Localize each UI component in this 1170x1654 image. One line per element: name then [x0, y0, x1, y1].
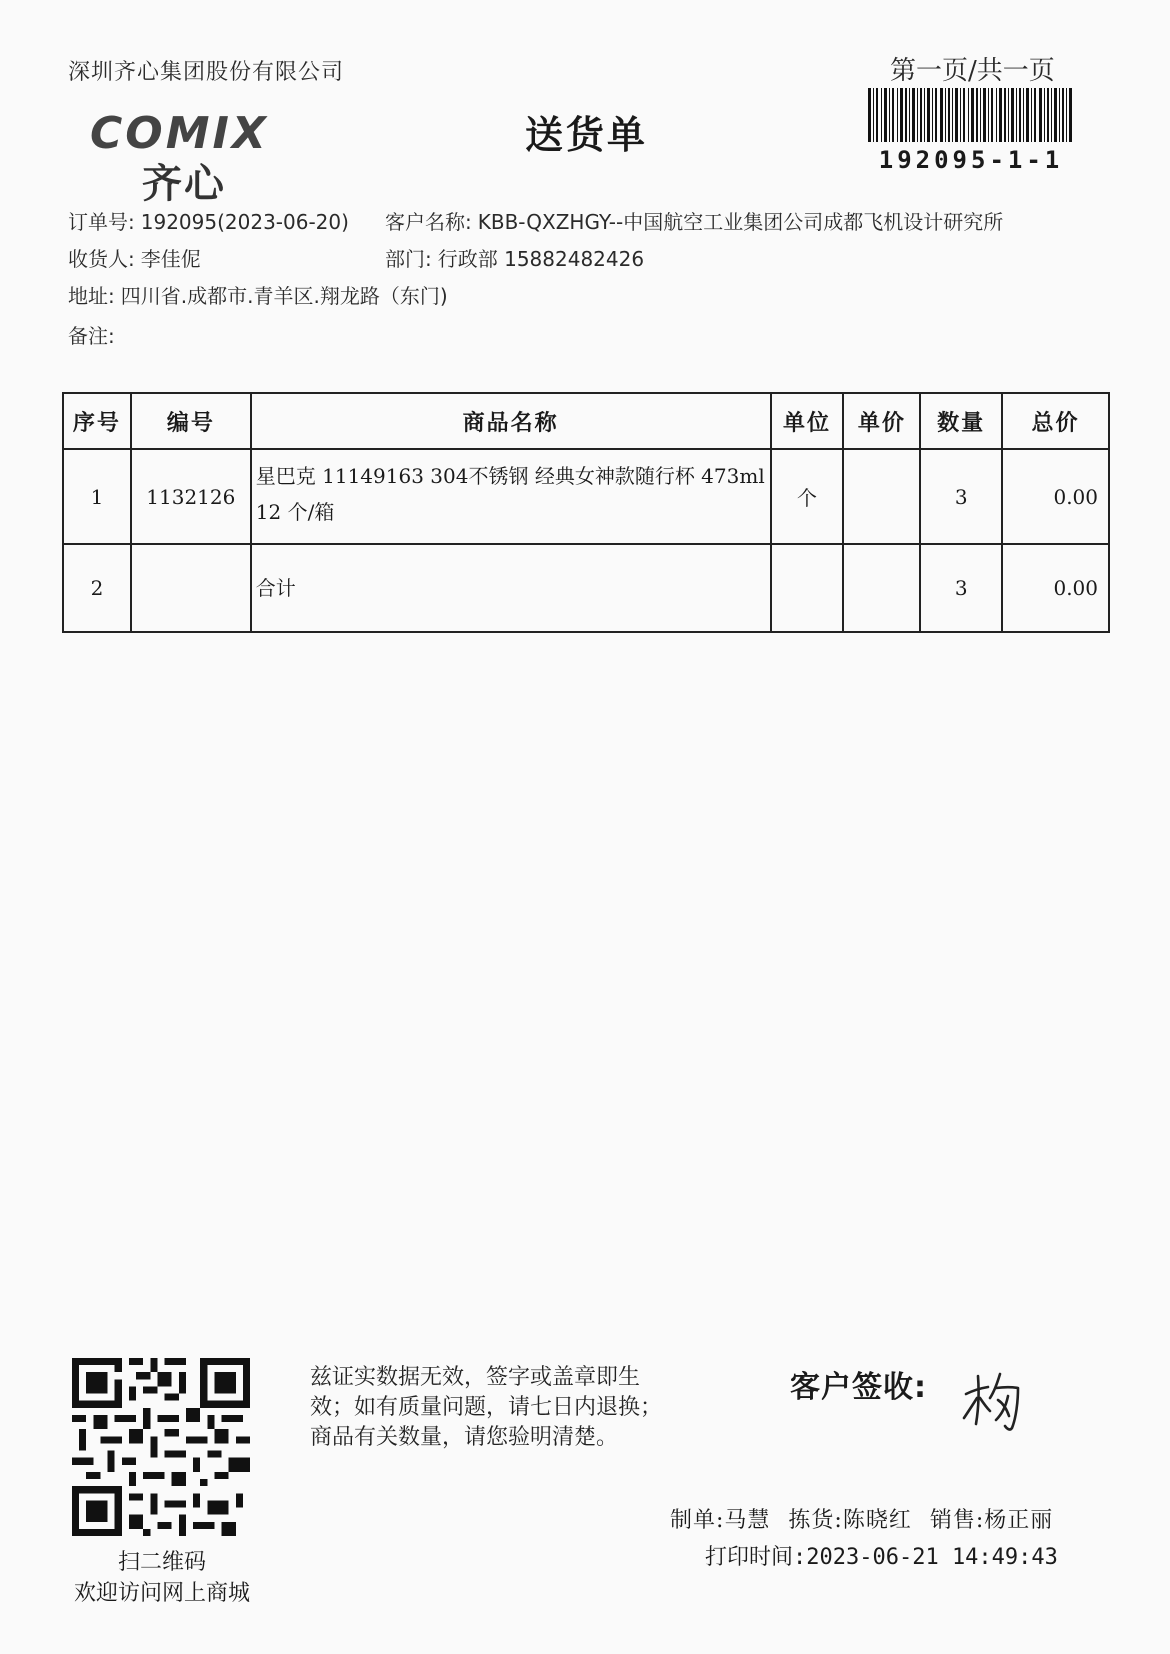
column-header: 数量	[920, 393, 1002, 449]
page-indicator: 第一页/共一页	[890, 56, 1055, 86]
picker: 拣货:陈晓红	[788, 1508, 912, 1533]
cell-total: 0.00	[1002, 544, 1109, 632]
barcode	[868, 88, 1074, 142]
address-label: 地址:	[68, 284, 115, 308]
customer-name	[385, 206, 1003, 235]
barcode-number: 192095-1-1	[878, 146, 1064, 174]
address-value: 四川省.成都市.青羊区.翔龙路（东门)	[120, 284, 448, 308]
cell-seq: 1	[63, 449, 131, 544]
cell-price	[843, 544, 920, 632]
product-pack-line: 12 个/箱	[255, 500, 335, 524]
cell-qty: 3	[920, 449, 1002, 544]
cell-product-name: 合计	[251, 544, 771, 632]
column-header: 单价	[843, 393, 920, 449]
notice-line: 效；如有质量问题，请七日内退换；	[310, 1395, 663, 1420]
column-header: 单位	[771, 393, 844, 449]
department-label: 部门:	[385, 247, 432, 271]
customer-value: KBB-QXZHGY--中国航空工业集团公司成都飞机设计研究所	[477, 210, 1004, 234]
comix-logo	[90, 108, 320, 207]
print-time: 打印时间:2023-06-21 14:49:43	[705, 1545, 1058, 1570]
cell-code: 1132126	[131, 449, 251, 544]
notice-line: 商品有关数量，请您验明清楚。	[310, 1425, 619, 1450]
cell-price	[843, 449, 920, 544]
table-row-total	[63, 544, 1109, 632]
qr-caption-welcome: 欢迎访问网上商城	[73, 1581, 250, 1606]
table-header-row	[63, 393, 1109, 449]
logo-text-en: COMIX	[90, 108, 269, 159]
document-title: 送货单	[525, 112, 649, 157]
notice-text	[310, 1363, 730, 1453]
cell-unit	[771, 544, 844, 632]
column-header: 商品名称	[251, 393, 771, 449]
address	[68, 280, 448, 309]
company-name: 深圳齐心集团股份有限公司	[68, 60, 345, 85]
cell-qty: 3	[920, 544, 1002, 632]
notice-line: 兹证实数据无效，签字或盖章即生	[310, 1365, 641, 1390]
cell-unit: 个	[771, 449, 844, 544]
department	[385, 243, 644, 272]
cell-total: 0.00	[1002, 449, 1109, 544]
order-number	[68, 206, 349, 235]
maker: 制单:马慧	[670, 1508, 771, 1533]
order-number-value: 192095(2023-06-20)	[140, 210, 349, 234]
product-name-line: 星巴克 11149163 304不锈钢 经典女神款随行杯 473ml	[255, 464, 765, 488]
cell-product-name	[251, 449, 771, 544]
qr-caption-scan: 扫二维码	[117, 1550, 206, 1575]
column-header: 编号	[131, 393, 251, 449]
logo-text-cn: 齐心	[142, 161, 226, 207]
receiver	[68, 243, 201, 272]
staff-info	[670, 1503, 1053, 1534]
handwritten-signature	[960, 1368, 1030, 1436]
receiver-label: 收货人:	[68, 247, 135, 271]
remark-label: 备注:	[68, 324, 115, 348]
department-value: 行政部 15882482426	[437, 247, 645, 271]
remark	[68, 320, 121, 349]
column-header: 总价	[1002, 393, 1109, 449]
receiver-value: 李佳伲	[140, 247, 201, 271]
customer-label: 客户名称:	[385, 210, 472, 234]
column-header: 序号	[63, 393, 131, 449]
qr-code	[72, 1358, 250, 1536]
table-row	[63, 449, 1109, 544]
sales: 销售:杨正丽	[929, 1508, 1054, 1533]
cell-seq: 2	[63, 544, 131, 632]
cell-code	[131, 544, 251, 632]
customer-sign-label: 客户签收:	[790, 1370, 927, 1405]
order-number-label: 订单号:	[68, 210, 135, 234]
items-table	[62, 392, 1110, 633]
